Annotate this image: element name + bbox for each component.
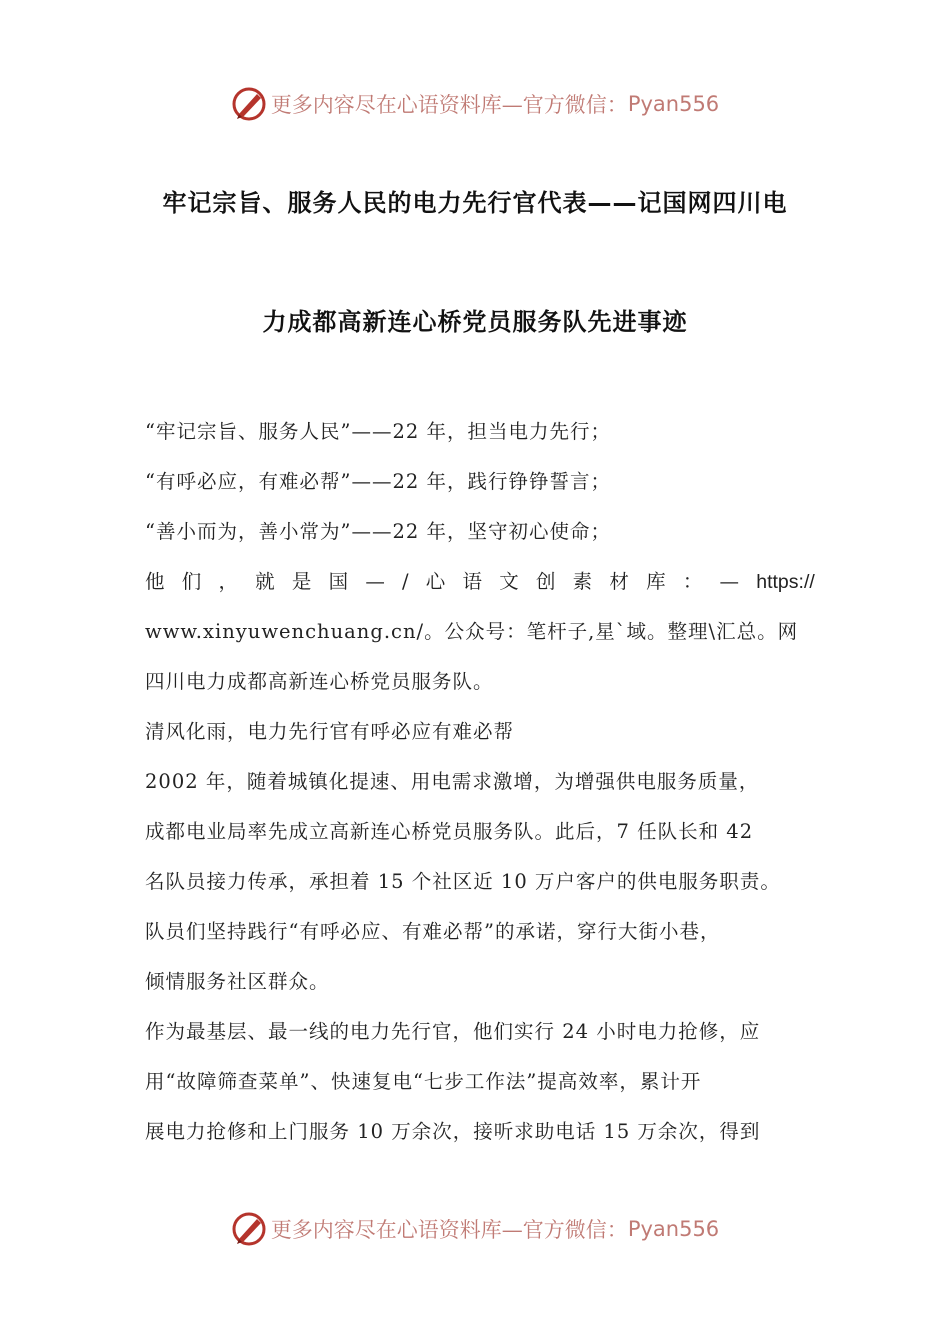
body-char: 材 — [609, 570, 629, 593]
body-line: “有呼必应，有难必帮”——22 年，践行铮铮誓言； — [145, 470, 611, 493]
body-line: 四川电力成都高新连心桥党员服务队。 — [145, 670, 494, 693]
body-char: 是 — [291, 570, 312, 593]
body-char: 语 — [462, 570, 483, 593]
body-char: ， — [218, 570, 238, 593]
body-line-justified — [145, 557, 815, 607]
section-heading: 清风化雨，电力先行官有呼必应有难必帮 — [145, 720, 515, 743]
body-char: 心 — [425, 570, 446, 593]
body-line: 作为最基层、最一线的电力先行官，他们实行 24 小时电力抢修，应 — [145, 1020, 761, 1043]
pen-logo-icon — [231, 86, 267, 122]
body-char: 库 — [646, 570, 666, 593]
body-char: 创 — [535, 570, 556, 593]
body-char: — — [365, 570, 385, 593]
body-char: 他 — [145, 570, 165, 593]
body-line: “善小而为，善小常为”——22 年，坚守初心使命； — [145, 520, 611, 543]
body-line: 队员们坚持践行“有呼必应、有难必帮”的承诺，穿行大街小巷， — [145, 920, 721, 943]
body-line: 2002 年，随着城镇化提速、用电需求激增，为增强供电服务质量， — [145, 770, 760, 793]
body-link-text: https:// — [756, 571, 815, 593]
body-char: 们 — [181, 570, 202, 593]
header-watermark-banner — [0, 82, 950, 126]
body-line: 成都电业局率先成立高新连心桥党员服务队。此后，7 任队长和 42 — [145, 820, 754, 843]
body-line: 用“故障筛查菜单”、快速复电“七步工作法”提高效率，累计开 — [145, 1070, 702, 1093]
body-char: 就 — [255, 570, 275, 593]
body-line: 倾情服务社区群众。 — [145, 970, 330, 993]
body-char: 国 — [328, 570, 349, 593]
document-body — [145, 407, 815, 1157]
footer-watermark-banner — [0, 1207, 950, 1251]
document-title-line-1: 牢记宗旨、服务人民的电力先行官代表——记国网四川电 — [162, 189, 788, 217]
document-title-line-2: 力成都高新连心桥党员服务队先进事迹 — [262, 308, 688, 336]
body-line: 名队员接力传承，承担着 15 个社区近 10 万户客户的供电服务职责。 — [145, 870, 781, 893]
body-line: 展电力抢修和上门服务 10 万余次，接听求助电话 15 万余次，得到 — [145, 1120, 761, 1143]
body-char: ： — [682, 570, 703, 593]
body-char: 文 — [499, 570, 519, 593]
body-char: 素 — [572, 570, 593, 593]
pen-logo-icon — [231, 1211, 267, 1247]
banner-text: 更多内容尽在心语资料库—官方微信： — [270, 93, 628, 117]
body-line: “牢记宗旨、服务人民”——22 年，担当电力先行； — [145, 420, 611, 443]
body-char: / — [402, 570, 409, 593]
body-char: — — [719, 570, 740, 593]
banner-text: 更多内容尽在心语资料库—官方微信： — [270, 1218, 628, 1242]
banner-wechat-id: Pyan556 — [627, 1217, 720, 1241]
body-line: www.xinyuwenchuang.cn/。公众号：笔杆子,星`域。整理\汇总。网 — [145, 620, 799, 643]
banner-wechat-id: Pyan556 — [627, 92, 720, 116]
